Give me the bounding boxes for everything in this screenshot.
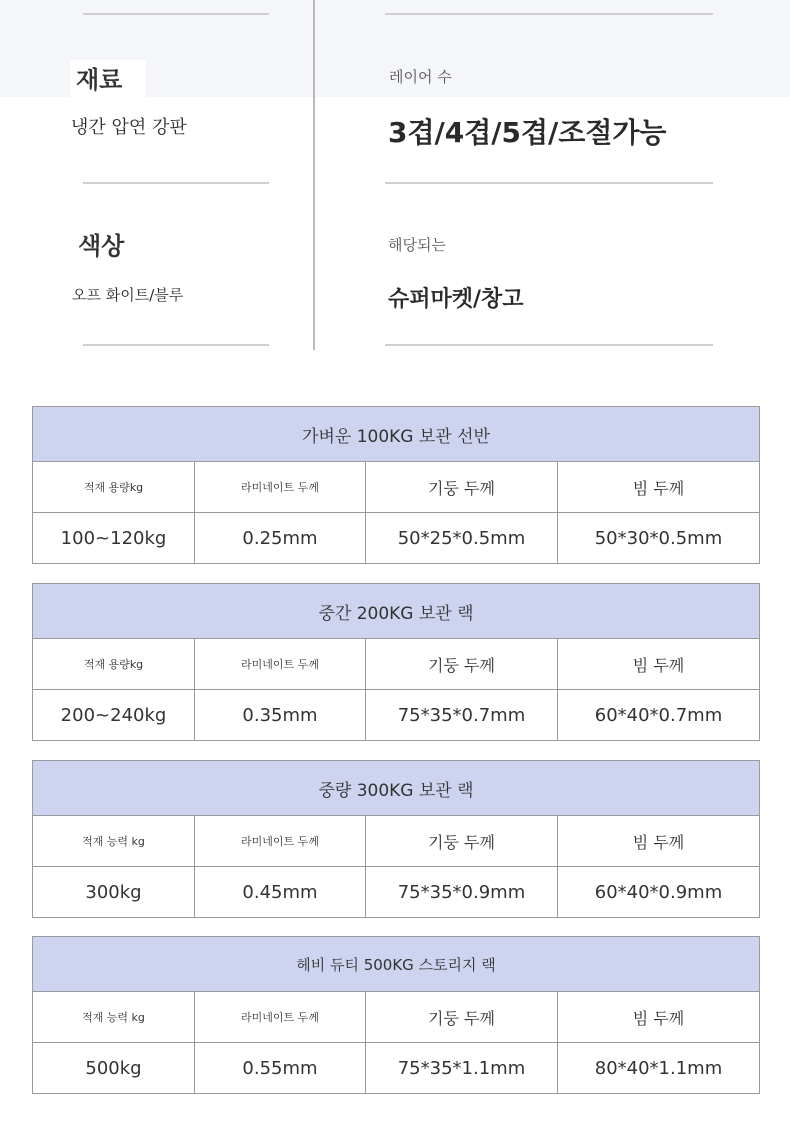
header-column-thickness: 기둥 두께 [366,639,558,690]
header-laminate-thickness: 라미네이트 두께 [195,462,366,513]
value-load-capacity: 100~120kg [33,513,195,564]
header-column-thickness: 기둥 두께 [366,462,558,513]
value-beam-thickness: 80*40*1.1mm [558,1043,760,1094]
header-column-thickness: 기둥 두께 [366,816,558,867]
table-title: 중간 200KG 보관 랙 [33,584,760,639]
spec-table-heavy [32,760,760,918]
spec-table-light [32,406,760,564]
value-load-capacity: 200~240kg [33,690,195,741]
material-label: 재료 [76,66,123,94]
vertical-divider [313,0,315,350]
header-laminate-thickness: 라미네이트 두께 [195,992,366,1043]
layers-label: 레이어 수 [389,68,452,86]
value-column-thickness: 50*25*0.5mm [366,513,558,564]
header-laminate-thickness: 라미네이트 두께 [195,816,366,867]
value-beam-thickness: 50*30*0.5mm [558,513,760,564]
header-column-thickness: 기둥 두께 [366,992,558,1043]
value-column-thickness: 75*35*1.1mm [366,1043,558,1094]
value-laminate-thickness: 0.55mm [195,1043,366,1094]
header-load-capacity: 적재 능력 kg [33,992,195,1043]
value-column-thickness: 75*35*0.7mm [366,690,558,741]
value-laminate-thickness: 0.25mm [195,513,366,564]
header-load-capacity: 적재 용량kg [33,462,195,513]
divider-left-1 [83,13,269,15]
spec-table-heavy-duty [32,936,760,1094]
applicable-value: 슈퍼마켓/창고 [388,287,524,312]
material-value: 냉간 압연 강판 [71,117,187,138]
spec-table-medium [32,583,760,741]
header-beam-thickness: 빔 두께 [558,462,760,513]
divider-left-3 [83,344,269,346]
table-title: 중량 300KG 보관 랙 [33,761,760,816]
header-beam-thickness: 빔 두께 [558,639,760,690]
value-beam-thickness: 60*40*0.7mm [558,690,760,741]
divider-right-2 [385,182,713,184]
color-label: 색상 [78,232,125,260]
value-beam-thickness: 60*40*0.9mm [558,867,760,918]
value-laminate-thickness: 0.45mm [195,867,366,918]
header-load-capacity: 적재 능력 kg [33,816,195,867]
color-value: 오프 화이트/블루 [72,286,184,304]
divider-right-3 [385,344,713,346]
value-column-thickness: 75*35*0.9mm [366,867,558,918]
applicable-label: 해당되는 [388,236,446,254]
header-beam-thickness: 빔 두께 [558,992,760,1043]
value-laminate-thickness: 0.35mm [195,690,366,741]
table-title: 헤비 듀티 500KG 스토리지 랙 [33,937,760,992]
table-title: 가벼운 100KG 보관 선반 [33,407,760,462]
value-load-capacity: 300kg [33,867,195,918]
layers-value: 3겹/4겹/5겹/조절가능 [388,116,667,149]
value-load-capacity: 500kg [33,1043,195,1094]
header-beam-thickness: 빔 두께 [558,816,760,867]
divider-left-2 [83,182,269,184]
header-load-capacity: 적재 용량kg [33,639,195,690]
divider-right-1 [385,13,713,15]
header-laminate-thickness: 라미네이트 두께 [195,639,366,690]
